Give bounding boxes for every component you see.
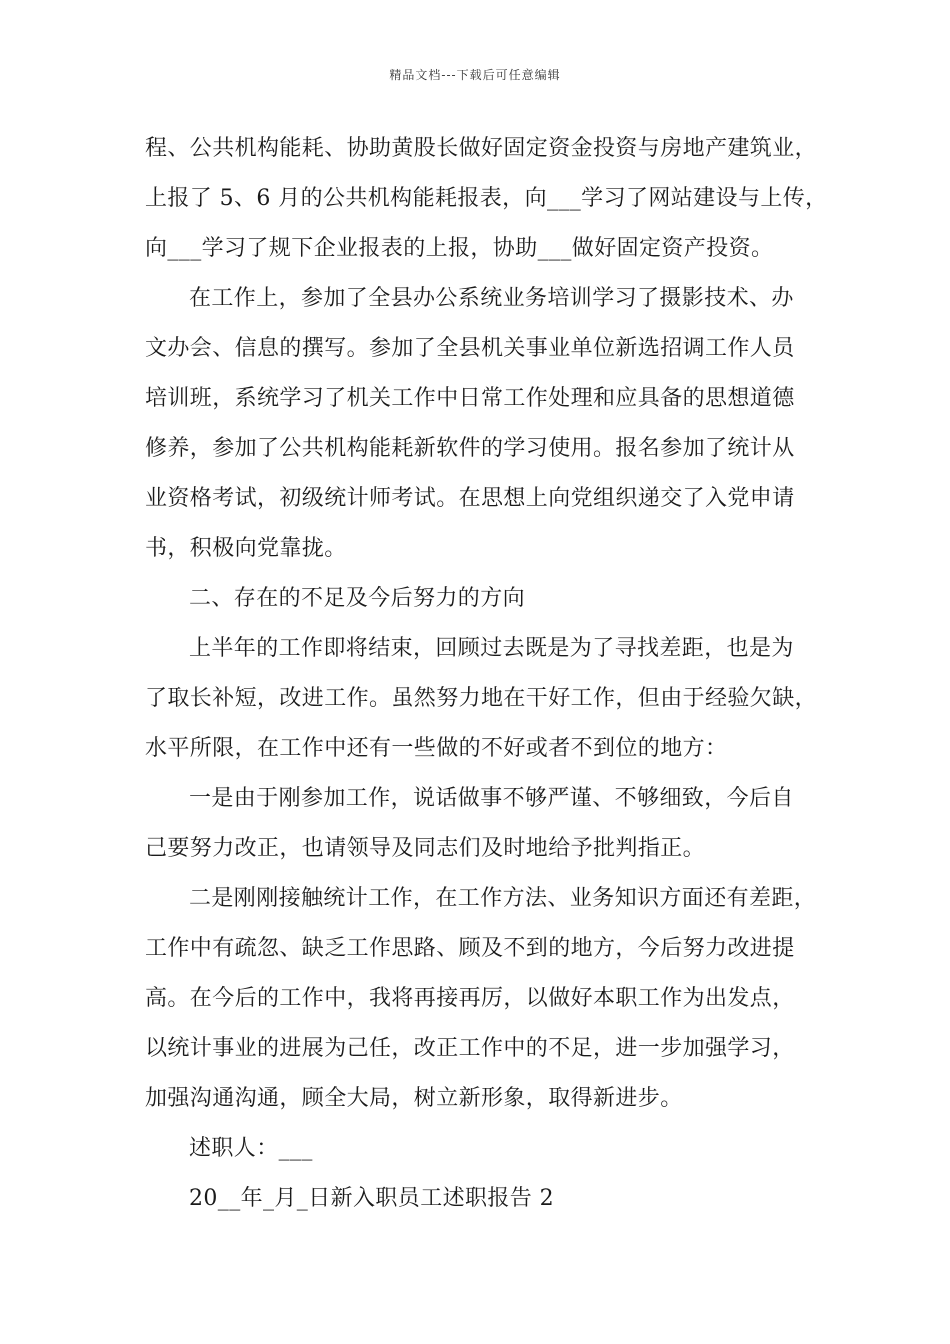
text-line: 一是由于刚参加工作，说话做事不够严谨、不够细致，今后自 — [189, 786, 794, 811]
text-line: 了取长补短，改进工作。虽然努力地在干好工作，但由于经验欠缺， — [145, 686, 818, 711]
text-line: 修养，参加了公共机构能耗新软件的学习使用。报名参加了统计从 — [145, 436, 795, 461]
text-line: 高。在今后的工作中，我将再接再厉，以做好本职工作为出发点， — [145, 986, 795, 1011]
text-line: 向___学习了规下企业报表的上报，协助___做好固定资产投资。 — [145, 236, 774, 261]
text-line: 文办会、信息的撰写。参加了全县机关事业单位新选招调工作人员 — [145, 336, 795, 361]
text-line: 以统计事业的进展为己任，改正工作中的不足，进一步加强学习， — [145, 1036, 795, 1061]
text-line: 业资格考试，初级统计师考试。在思想上向党组织递交了入党申请 — [145, 486, 795, 511]
text-line: 书，积极向党靠拢。 — [145, 536, 347, 561]
page-header: 精品文档---下载后可任意编辑 — [389, 68, 561, 82]
text-line: 述职人：___ — [189, 1136, 313, 1161]
text-line: 上报了 5、6 月的公共机构能耗报表，向___学习了网站建设与上传， — [145, 186, 828, 211]
text-line: 培训班，系统学习了机关工作中日常工作处理和应具备的思想道德 — [145, 386, 795, 411]
text-line: 二是刚刚接触统计工作，在工作方法、业务知识方面还有差距， — [189, 886, 817, 911]
text-line: 工作中有疏忽、缺乏工作思路、顾及不到的地方，今后努力改进提 — [145, 936, 795, 961]
text-line: 在工作上，参加了全县办公系统业务培训学习了摄影技术、办 — [189, 286, 794, 311]
text-line: 水平所限，在工作中还有一些做的不好或者不到位的地方： — [145, 736, 728, 761]
text-line: 20__年_月_日新入职员工述职报告 2 — [189, 1186, 554, 1211]
text-line: 上半年的工作即将结束，回顾过去既是为了寻找差距，也是为 — [189, 636, 794, 661]
text-line: 己要努力改正，也请领导及同志们及时地给予批判指正。 — [145, 836, 706, 861]
text-line: 程、公共机构能耗、协助黄股长做好固定资金投资与房地产建筑业， — [145, 136, 818, 161]
document-body — [145, 124, 828, 1224]
text-line: 二、存在的不足及今后努力的方向 — [189, 586, 526, 611]
text-line: 加强沟通沟通，顾全大局，树立新形象，取得新进步。 — [145, 1086, 683, 1111]
